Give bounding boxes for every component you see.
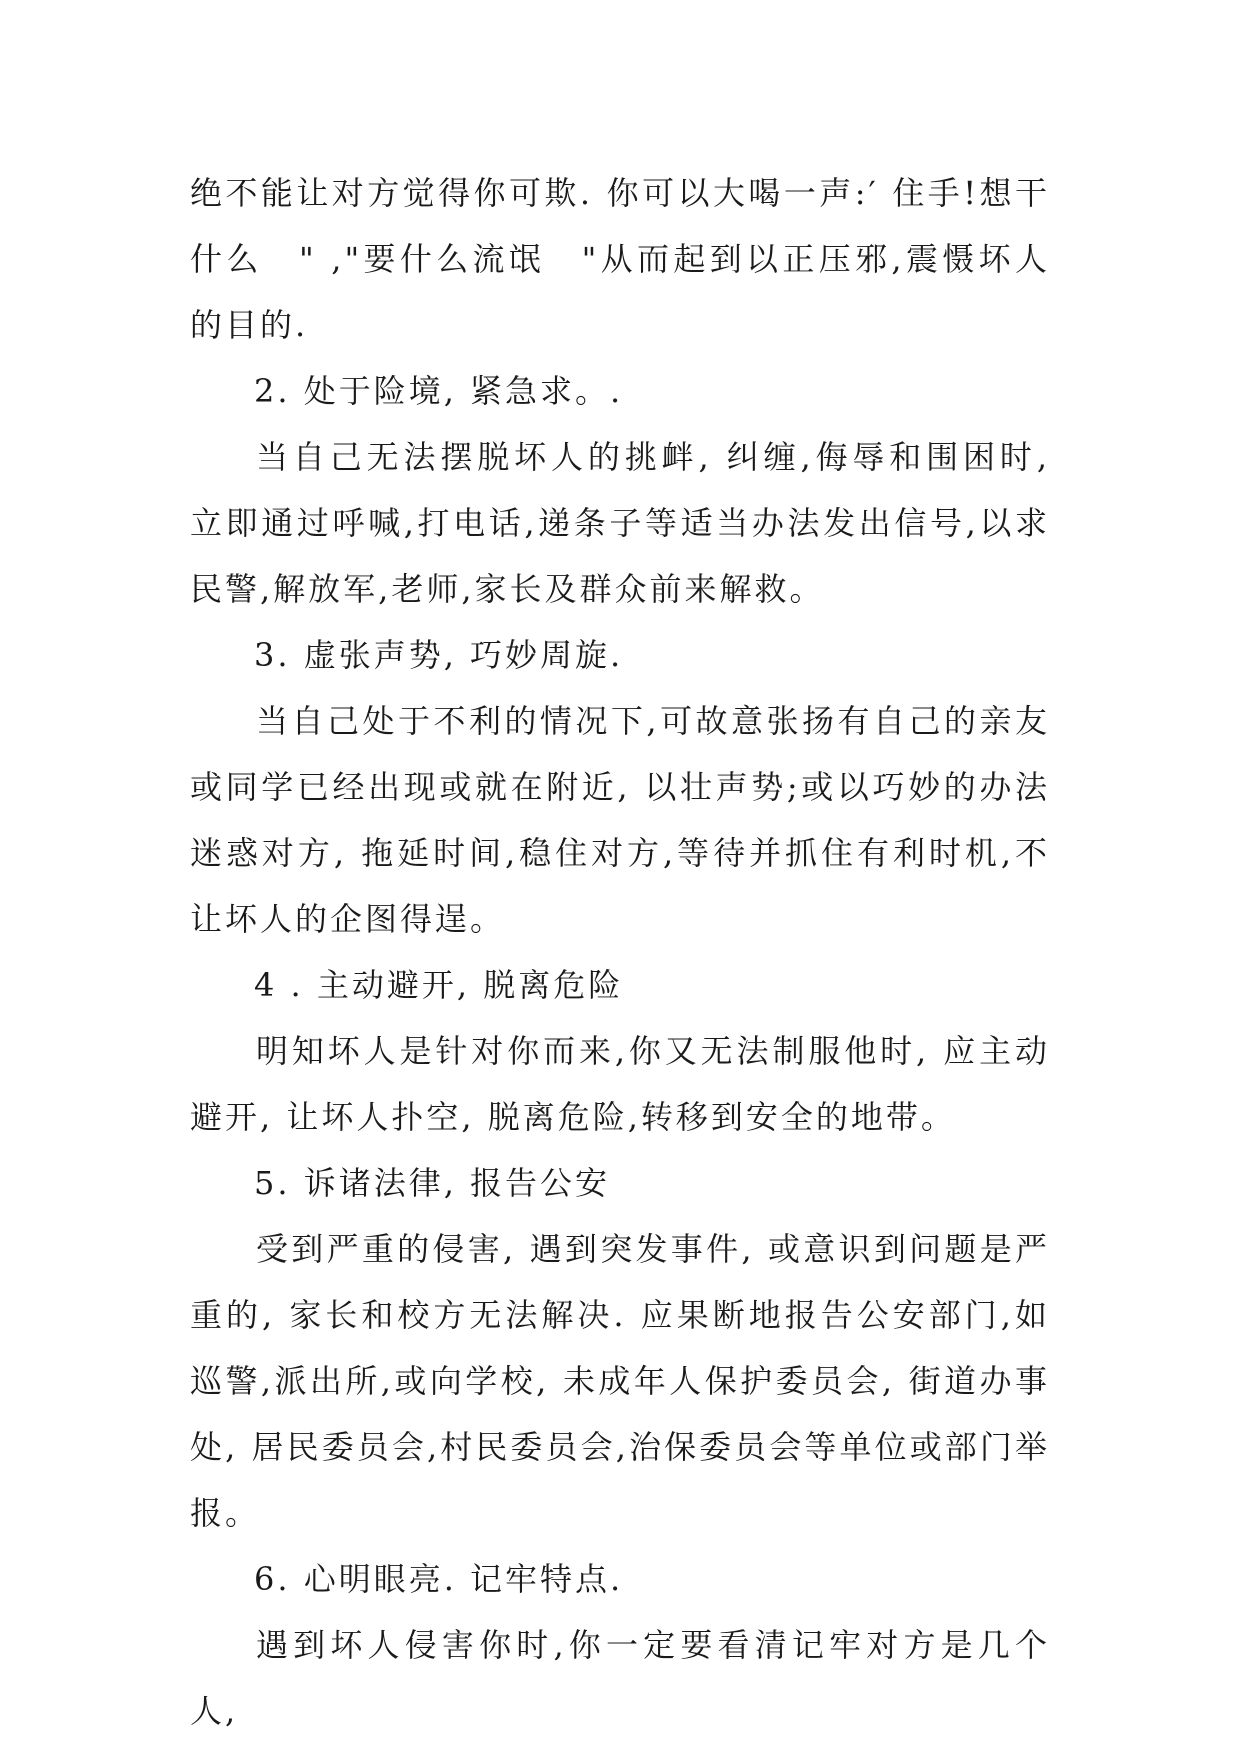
document-body (190, 160, 1050, 1744)
section-heading-4: 4 . 主动避开, 脱离危险 (254, 966, 624, 1004)
paragraph-section-6: 遇到坏人侵害你时,你一定要看清记牢对方是几个人, (190, 1626, 1050, 1730)
paragraph-section-2: 当自己无法摆脱坏人的挑衅, 纠缠,侮辱和围困时, 立即通过呼喊,打电话,递条子等适当办法发出信号,以求民警,解放军,老师,家长及群众前来解救。 (190, 438, 1050, 608)
paragraph-section-3: 当自己处于不利的情况下,可故意张扬有自己的亲友或同学已经出现或就在附近, 以壮声势;或以巧妙的办法迷惑对方, 拖延时间,稳住对方,等待并抓住有利时机,不让坏人的企图得逞。 (190, 702, 1050, 938)
section-heading-5: 5. 诉诸法律, 报告公安 (254, 1164, 611, 1202)
paragraph-section-4: 明知坏人是针对你而来,你又无法制服他时, 应主动避开, 让坏人扑空, 脱离危险,转移到安全的地带。 (190, 1032, 1050, 1136)
paragraph-section-5: 受到严重的侵害, 遇到突发事件, 或意识到问题是严重的, 家长和校方无法解决. 应果断地报告公安部门,如巡警,派出所,或向学校, 未成年人保护委员会, 街道办事处, 居民委员会,村民委员会,治保委员会等单位或部门举报。 (190, 1230, 1050, 1532)
section-heading-3: 3. 虚张声势, 巧妙周旋. (254, 636, 624, 674)
paragraph-continuation: 绝不能让对方觉得你可欺. 你可以大喝一声:′ 住手!想干什么 " ,"要什么流氓 "从而起到以正压邪,震慑坏人的目的. (190, 174, 1050, 344)
section-heading-6: 6. 心明眼亮. 记牢特点. (254, 1560, 624, 1598)
section-heading-2: 2. 处于险境, 紧急求。. (254, 372, 624, 410)
